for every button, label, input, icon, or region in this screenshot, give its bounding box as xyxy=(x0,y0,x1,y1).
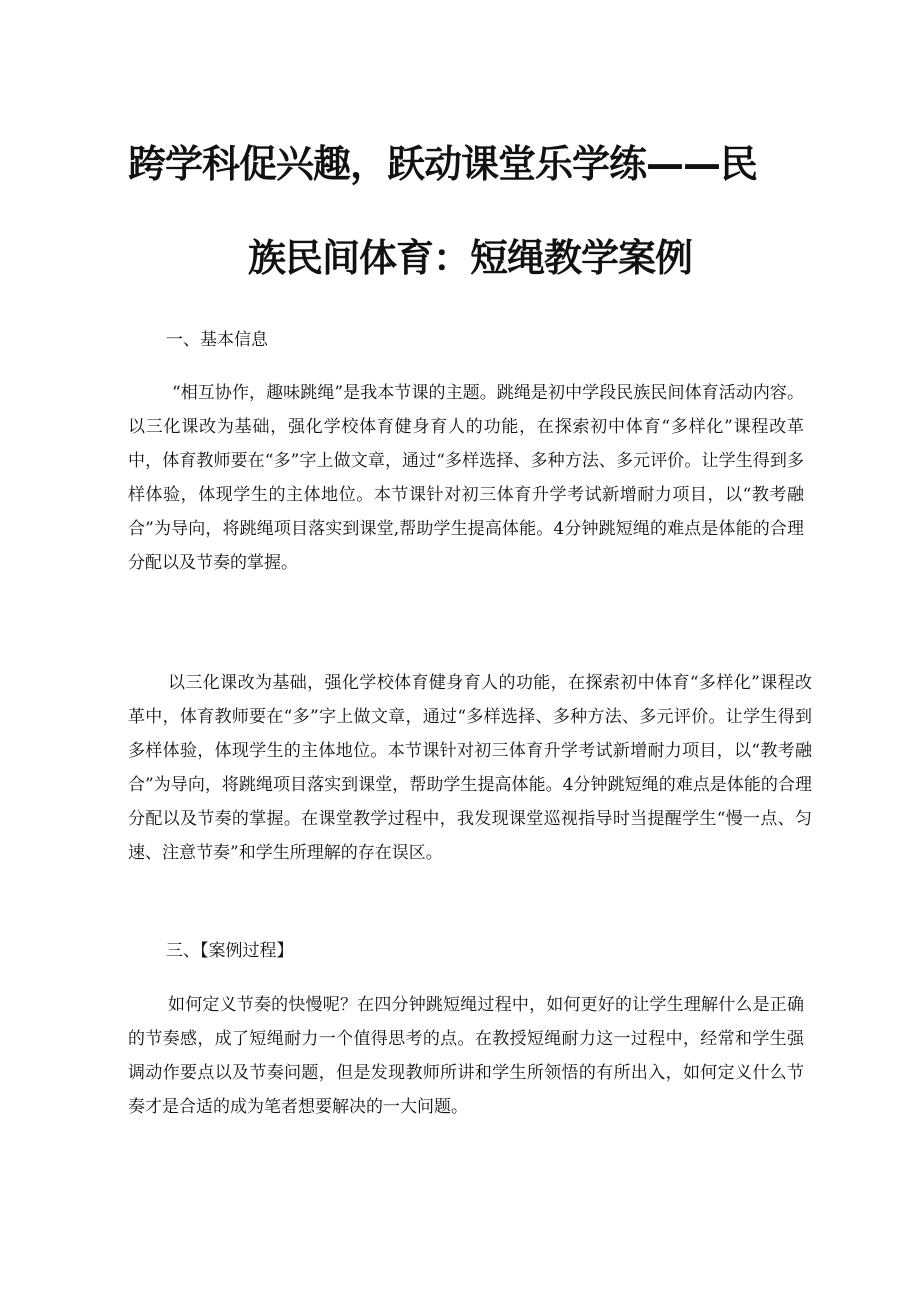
section-heading-basic-info: 一、基本信息 xyxy=(166,330,268,350)
paragraph-case-process: 如何定义节奏的快慢呢？在四分钟跳短绳过程中，如何更好的让学生理解什么是正确的节奏感，成了短绳耐力一个值得思考的点。在教授短绳耐力这一过程中，经常和学生强调动作要点以及节奏问题，但是发现教师所讲和学生所领悟的有所出入，如何定义什么节奏才是合适的成为笔者想要解决的一大问题。 xyxy=(128,995,804,1117)
document-title-line-1: 跨学科促兴趣，跃动课堂乐学练——民 xyxy=(128,142,758,186)
document-title-line-2: 族民间体育：短绳教学案例 xyxy=(248,236,693,280)
paragraph-reform-analysis: 以三化课改为基础，强化学校体育健身育人的功能，在探索初中体育“多样化”课程改革中，体育教师要在“多”字上做文章，通过“多样选择、多种方法、多元评价。让学生得到多样体验，体现学生的主体地位。本节课针对初三体育升学考试新增耐力项目，以“教考融合”为导向，将跳绳项目落实到课堂，帮助学生提高体能。4分钟跳短绳的难点是体能的合理分配以及节奏的掌握。在课堂教学过程中，我发现课堂巡视指导时当提醒学生“慢一点、匀速、注意节奏”和学生所理解的存在误区。 xyxy=(128,673,812,863)
section-heading-case-process: 三、【案例过程】 xyxy=(166,941,294,961)
paragraph-basic-info: “相互协作，趣味跳绳”是我本节课的主题。跳绳是初中学段民族民间体育活动内容。以三化课改为基础，强化学校体育健身育人的功能，在探索初中体育“多样化”课程改革中，体育教师要在“多”字上做文章，通过“多样选择、多种方法、多元评价。让学生得到多样体验，体现学生的主体地位。本节课针对初三体育升学考试新增耐力项目，以“教考融合”为导向，将跳绳项目落实到课堂,帮助学生提高体能。4分钟跳短绳的难点是体能的合理分配以及节奏的掌握。 xyxy=(128,383,804,573)
